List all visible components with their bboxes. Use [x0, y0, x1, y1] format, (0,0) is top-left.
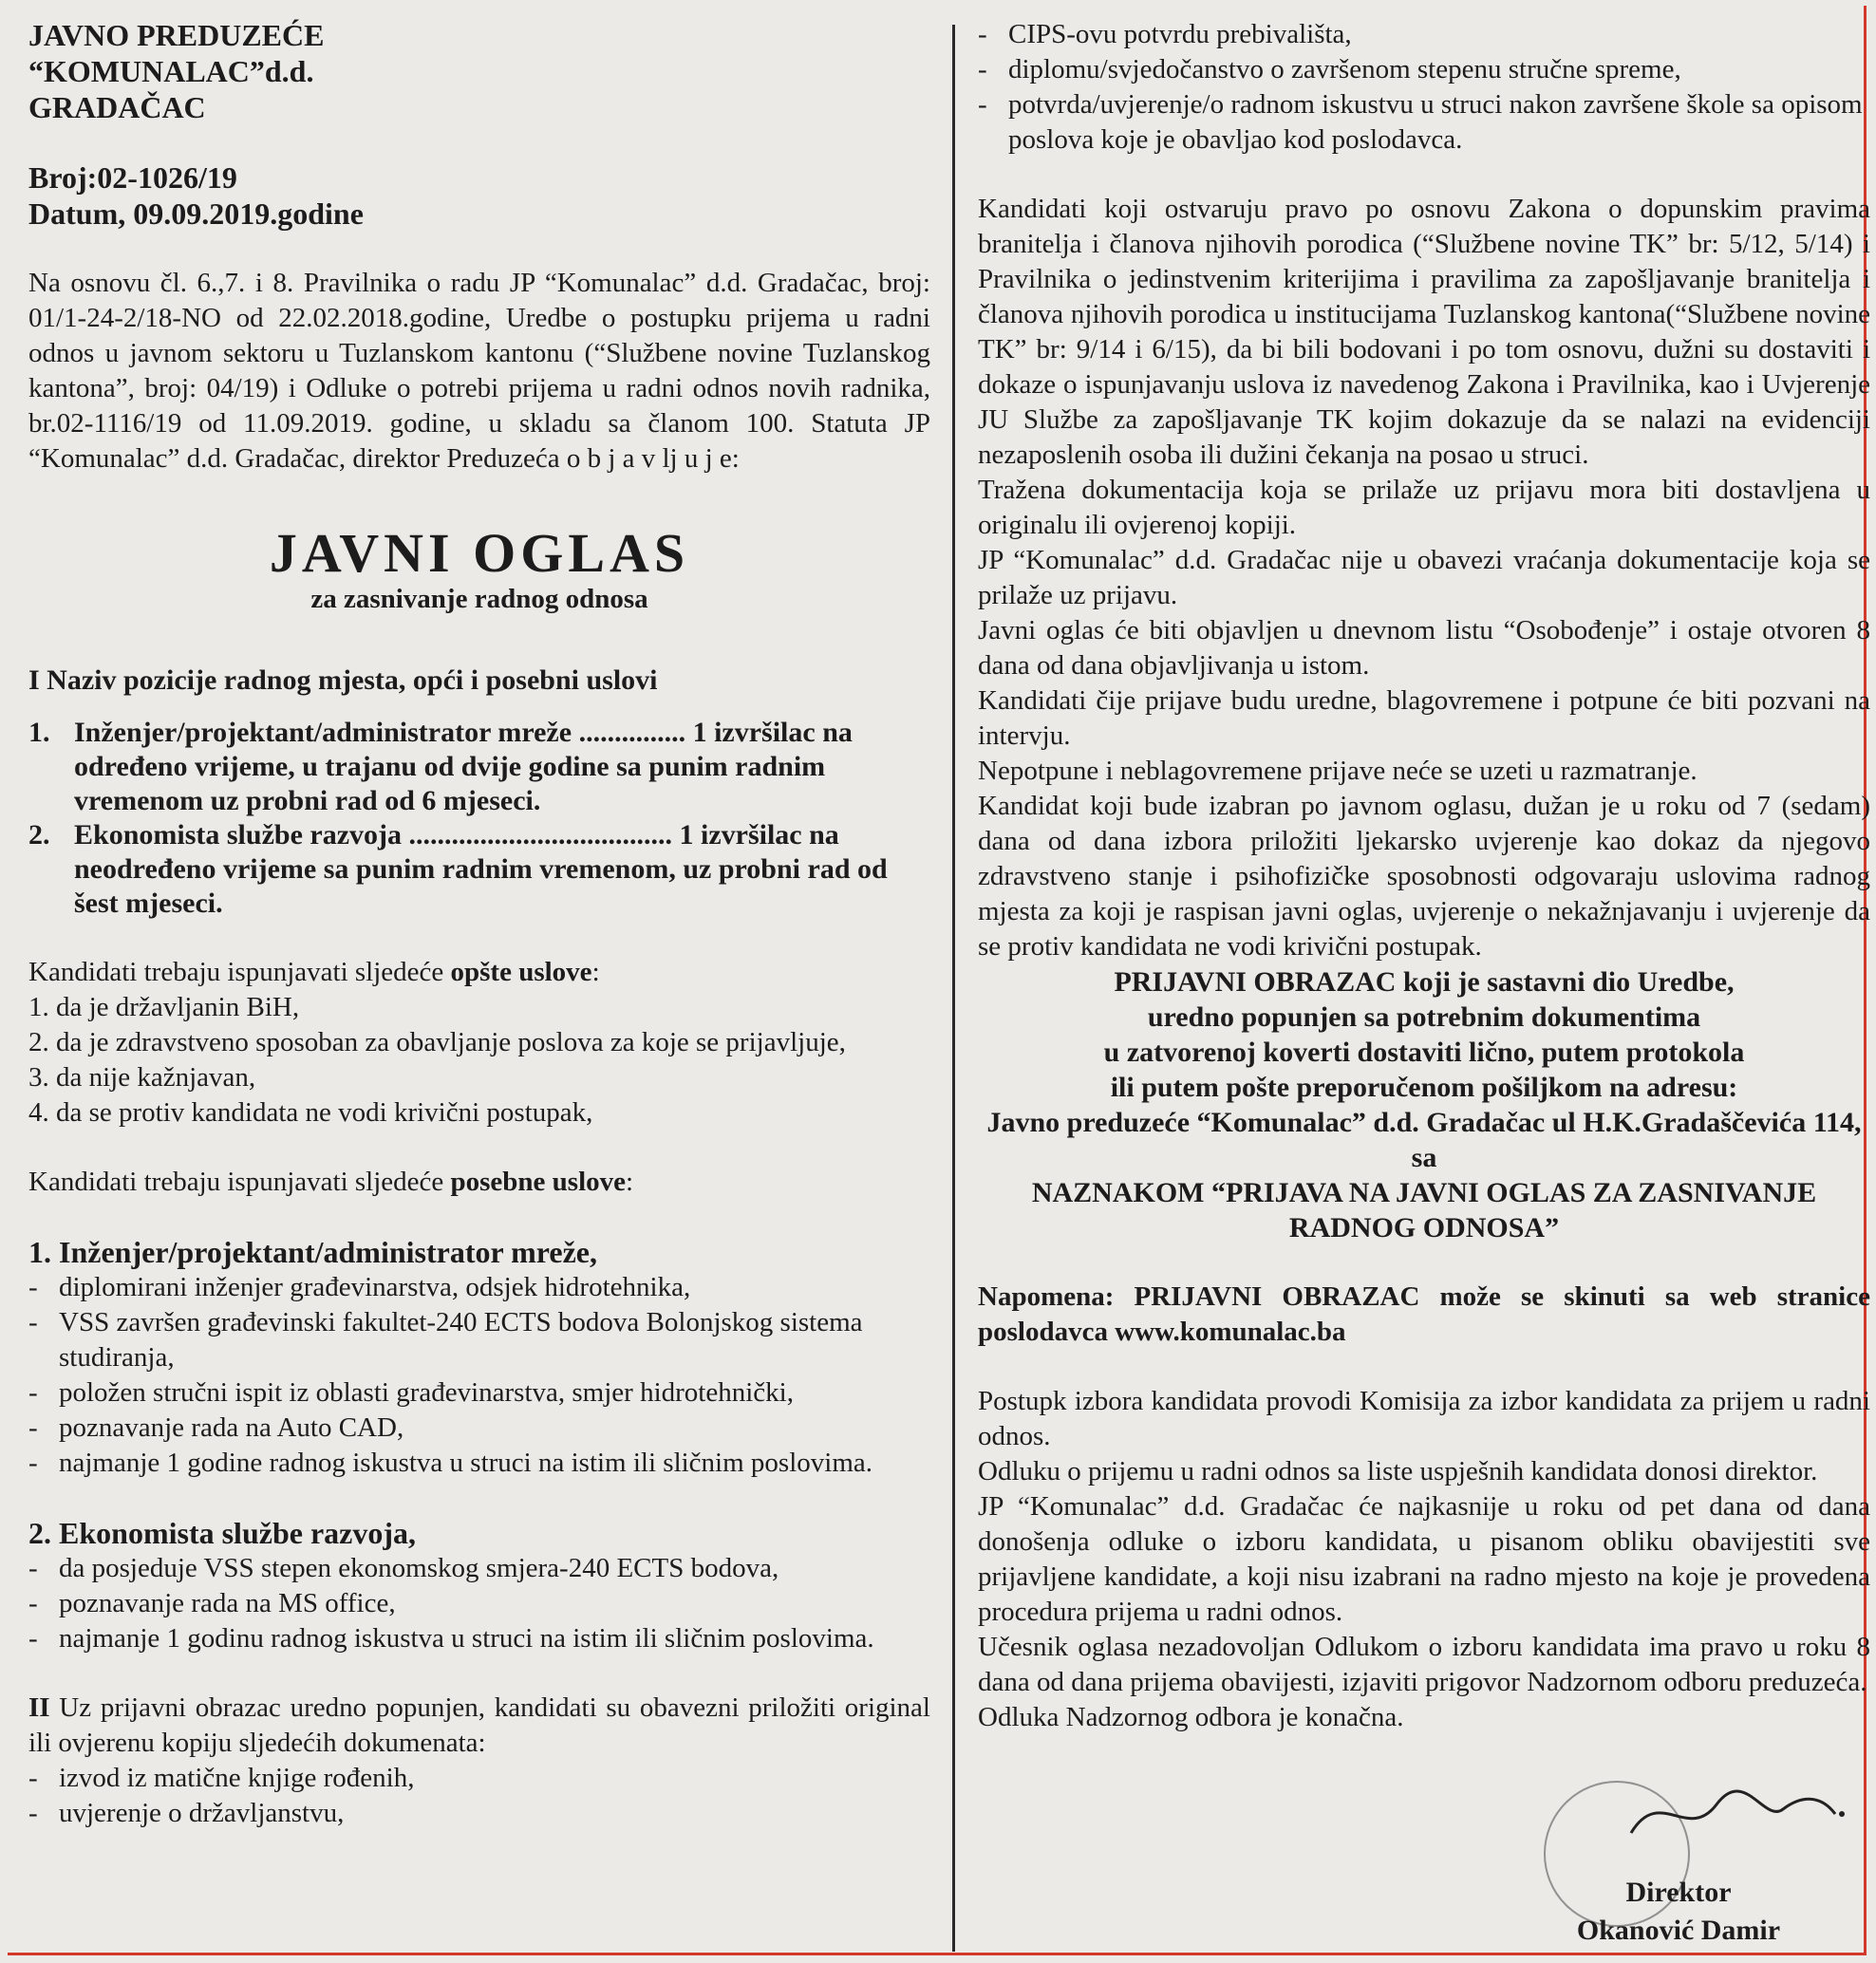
list-item: - položen stručni ispit iz oblasti građevinarstva, smjer hidrotehnički,	[28, 1375, 930, 1411]
document-number: Broj:02-1026/19	[28, 160, 237, 195]
list-item: - CIPS-ovu potvrdu prebivališta,	[978, 17, 1870, 52]
list-item: - diplomu/svjedočanstvo o završenom stepenu stručne spreme,	[978, 52, 1870, 87]
list-item-text: poznavanje rada na MS office,	[59, 1588, 396, 1618]
procedure-paragraph: Postupk izbora kandidata provodi Komisija za izbor kandidata za prijem u radni odnos.	[978, 1386, 1870, 1451]
notice-subtitle: za zasnivanje radnog odnosa	[310, 584, 648, 614]
left-column	[28, 17, 930, 1831]
spacer	[28, 1481, 930, 1515]
list-item-text: CIPS-ovu potvrdu prebivališta,	[1008, 19, 1352, 49]
list-item-text: poznavanje rada na Auto CAD,	[59, 1412, 404, 1443]
list-item: - najmanje 1 godine radnog iskustva u struci na istim ili sličnim poslovima.	[28, 1446, 930, 1481]
special-intro-bold: posebne uslove	[450, 1167, 627, 1197]
general-condition: 2. da je zdravstveno sposoban za obavljanje poslova za koje se prijavljuje,	[28, 1027, 846, 1057]
list-item-text: položen stručni ispit iz oblasti građevinarstva, smjer hidrotehnički,	[59, 1377, 794, 1408]
list-item: - VSS završen građevinski fakultet-240 ECTS bodova Bolonjskog sistema studiranja,	[28, 1305, 930, 1375]
special-position1-heading: 1. Inženjer/projektant/administrator mreže,	[28, 1235, 597, 1269]
spacer	[28, 921, 930, 955]
spacer	[978, 1245, 1870, 1280]
spacer	[28, 1200, 930, 1234]
position-number: 1.	[28, 717, 50, 748]
list-item: - da posjeduje VSS stepen ekonomskog smjera-240 ECTS bodova,	[28, 1551, 930, 1586]
right-column	[978, 17, 1870, 1735]
org-name-line1: JAVNO PREDUZEĆE	[28, 18, 325, 52]
document-date: Datum, 09.09.2019.godine	[28, 196, 364, 231]
signature-scribble	[1622, 1776, 1849, 1852]
signature-block	[1536, 1874, 1821, 1950]
submission-line: u zatvorenoj koverti dostaviti lično, putem protokola	[1103, 1037, 1745, 1068]
signer-role: Direktor	[1625, 1877, 1732, 1908]
body-paragraph: Kandidat koji bude izabran po javnom oglasu, dužan je u roku od 7 (sedam) dana od dana izbora priložiti ljekarsko uvjerenje kao dokaz da njegovo zdravstveno stanje i psihofizičke sposobnosti odgovaraju uslovima radnog mjesta za koji je raspisan javni oglas, uvjerenje o nekažnjavanju i uvjerenje da se protiv kandidata ne vodi krivični postupak.	[978, 791, 1870, 962]
special-conditions-intro	[28, 1165, 930, 1200]
body-paragraph: Kandidati čije prijave budu uredne, blagovremene i potpune će biti pozvani na intervju.	[978, 685, 1870, 751]
position-item	[28, 818, 930, 921]
list-item-text: najmanje 1 godinu radnog iskustva u struci na istim ili sličnim poslovima.	[59, 1623, 874, 1654]
section1-heading: I Naziv pozicije radnog mjesta, opći i posebni uslovi	[28, 664, 658, 696]
spacer	[978, 158, 1870, 192]
notice-title: JAVNI OGLAS	[269, 522, 690, 584]
section2-text: Uz prijavni obrazac uredno popunjen, kandidati su obavezni priložiti original ili ovjerenu kopiju sljedećih dokumenata:	[28, 1692, 930, 1758]
general-intro-bold: opšte uslove	[450, 957, 592, 987]
submission-line: uredno popunjen sa potrebnim dokumentima	[1147, 1001, 1701, 1033]
general-condition: 3. da nije kažnjavan,	[28, 1062, 256, 1093]
list-item-text: potvrda/uvjerenje/o radnom iskustvu u struci nakon završene škole sa opisom poslova koje je obavljao kod poslodavca.	[1008, 89, 1863, 155]
list-item-text: najmanje 1 godine radnog iskustva u struci na istim ili sličnim poslovima.	[59, 1448, 873, 1478]
body-paragraph: JP “Komunalac” d.d. Gradačac nije u obavezi vraćanja dokumentacije koja se prilaže uz prijavu.	[978, 545, 1870, 610]
position-text: Ekonomista službe razvoja ..................................... 1 izvršilac na neodređeno vrijeme sa punim radnim vremenom, uz probni rad od šest mjeseci.	[74, 819, 888, 919]
position-number: 2.	[28, 819, 50, 851]
body-paragraph: Nepotpune i neblagovremene prijave neće se uzeti u razmatranje.	[978, 756, 1698, 786]
list-item: - potvrda/uvjerenje/o radnom iskustvu u struci nakon završene škole sa opisom poslova koje je obavljao kod poslodavca.	[978, 87, 1870, 158]
section2-paragraph	[28, 1691, 930, 1761]
list-item-text: diplomu/svjedočanstvo o završenom stepenu stručne spreme,	[1008, 54, 1681, 84]
list-item: - poznavanje rada na MS office,	[28, 1586, 930, 1621]
procedure-paragraph: Učesnik oglasa nezadovoljan Odlukom o izboru kandidata ima pravo u roku 8 dana od dana prijema obavijesti, izjaviti prigovor Nadzornom odboru preduzeća.	[978, 1632, 1870, 1697]
list-item: - najmanje 1 godinu radnog iskustva u struci na istim ili sličnim poslovima.	[28, 1621, 930, 1656]
general-condition: 4. da se protiv kandidata ne vodi krivični postupak,	[28, 1097, 593, 1128]
special-intro-prefix: Kandidati trebaju ispunjavati sljedeće	[28, 1167, 444, 1197]
procedure-paragraph: Odluka Nadzornog odbora je konačna.	[978, 1702, 1404, 1732]
list-item: - diplomirani inženjer građevinarstva, odsjek hidrotehnika,	[28, 1270, 930, 1305]
list-item-text: VSS završen građevinski fakultet-240 ECTS bodova Bolonjskog sistema studiranja,	[59, 1307, 863, 1373]
list-item: - izvod iz matične knjige rođenih,	[28, 1761, 930, 1796]
list-item-text: da posjeduje VSS stepen ekonomskog smjera-240 ECTS bodova,	[59, 1553, 779, 1583]
spacer	[978, 1350, 1870, 1384]
position-item	[28, 716, 930, 818]
special-intro-suffix: :	[626, 1167, 634, 1197]
org-city: GRADAČAC	[28, 90, 206, 124]
position-text: Inženjer/projektant/administrator mreže ............... 1 izvršilac na određeno vrijeme, u trajanu od dvije godine sa punim radnim vremenom uz probni rad od 6 mjeseci.	[74, 717, 853, 816]
newspaper-page	[8, 6, 1870, 1955]
general-intro-suffix: :	[591, 957, 600, 987]
list-item-text: izvod iz matične knjige rođenih,	[59, 1763, 415, 1793]
submission-line: NAZNAKOM “PRIJAVA NA JAVNI OGLAS ZA ZASNIVANJE RADNOG ODNOSA”	[1031, 1177, 1817, 1243]
section2-roman: II	[28, 1692, 50, 1723]
intro-paragraph: Na osnovu čl. 6.,7. i 8. Pravilnika o radu JP “Komunalac” d.d. Gradačac, broj: 01/1-24-2/18-NO od 22.02.2018.godine, Uredbe o postupku prijema u radni odnos u javnom sektoru u Tuzlanskom kantonu (“Službene novine Tuzlanskog kantona”, broj: 04/19) i Odluke o potrebi prijema u radni odnos novih radnika, br.02-1116/19 od 11.09.2019. godine, u skladu sa članom 100. Statuta JP “Komunalac” d.d. Gradačac, direktor Preduzeća o b j a v lj u j e:	[28, 268, 930, 474]
list-item-text: diplomirani inženjer građevinarstva, odsjek hidrotehnika,	[59, 1272, 691, 1302]
body-paragraph: Tražena dokumentacija koja se prilaže uz prijavu mora biti dostavljena u originalu ili ovjerenoj kopiji.	[978, 475, 1870, 540]
submission-line: PRIJAVNI OBRAZAC koji je sastavni dio Uredbe,	[1114, 966, 1735, 998]
list-item: - poznavanje rada na Auto CAD,	[28, 1411, 930, 1446]
column-divider	[952, 25, 955, 1952]
general-intro-prefix: Kandidati trebaju ispunjavati sljedeće	[28, 957, 444, 987]
spacer	[28, 232, 930, 266]
body-paragraph: Kandidati koji ostvaruju pravo po osnovu Zakona o dopunskim pravima branitelja i članova njihovih porodica (“Službene novine TK” br: 5/12, 5/14) i Pravilnika o jedinstvenim kriterijima i pravilima za zapošljavanje branitelja i članova njihovih porodica u institucijama Tuzlanskog kantona(“Službene novine TK” br: 9/14 i 6/15), da bi bili bodovani i po tom osnovu, dužni su dostaviti i dokaze o ispunjavanju uslova iz navedenog Zakona i Pravilnika, kao i Uvjerenje JU Službe za zapošljavanje TK kojim dokazuje da se nalazi na evidenciji nezaposlenih osoba ili dužini čekanja na posao u struci.	[978, 194, 1870, 470]
spacer	[28, 125, 930, 159]
list-item-text: uvjerenje o državljanstvu,	[59, 1798, 345, 1828]
spacer	[28, 1656, 930, 1691]
spacer	[28, 1131, 930, 1165]
general-condition: 1. da je državljanin BiH,	[28, 992, 300, 1022]
note-paragraph: Napomena: PRIJAVNI OBRAZAC može se skinuti sa web stranice poslodavca www.komunalac.ba	[978, 1281, 1870, 1347]
list-item: - uvjerenje o državljanstvu,	[28, 1796, 930, 1831]
body-paragraph: Javni oglas će biti objavljen u dnevnom listu “Osobođenje” i ostaje otvoren 8 dana od dana objavljivanja u istom.	[978, 615, 1870, 681]
procedure-paragraph: JP “Komunalac” d.d. Gradačac će najkasnije u roku od pet dana od dana donošenja odluke o izboru kandidata, u pisanom obliku obavijestiti sve prijavljene kandidate, a koji nisu izabrani na radno mjesto na koje je provedena procedura prijema u radni odnos.	[978, 1491, 1870, 1627]
special-position2-heading: 2. Ekonomista službe razvoja,	[28, 1516, 416, 1550]
general-conditions-intro	[28, 955, 930, 990]
signer-name: Okanović Damir	[1576, 1915, 1781, 1946]
procedure-paragraph: Odluku o prijemu u radni odnos sa liste uspješnih kandidata donosi direktor.	[978, 1456, 1818, 1486]
submission-line: ili putem pošte preporučenom pošiljkom na adresu:	[1110, 1072, 1738, 1103]
spacer	[28, 699, 930, 716]
submission-line: Javno preduzeće “Komunalac” d.d. Gradačac ul H.K.Gradaščevića 114, sa	[986, 1107, 1862, 1173]
org-name-line2: “KOMUNALAC”d.d.	[28, 54, 314, 88]
